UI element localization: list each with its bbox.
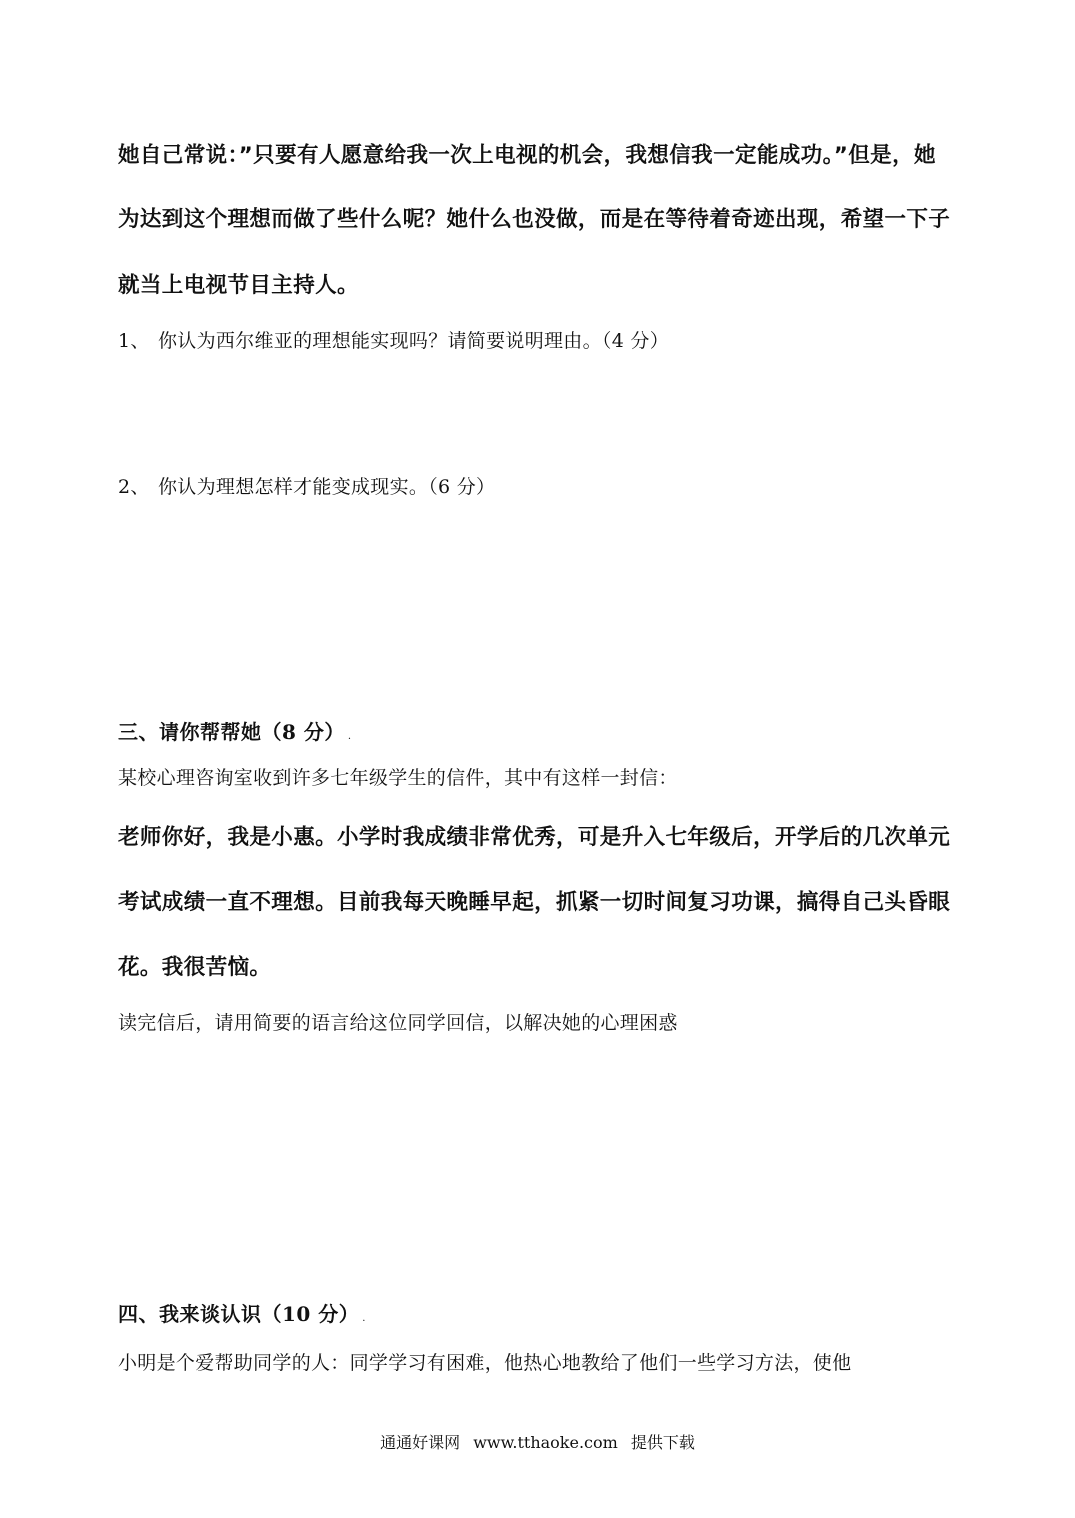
question-1 [118, 326, 968, 353]
section-heading-text: 三、请你帮帮她（8 分） [118, 720, 345, 744]
footer-url: www.tthaoke.com [473, 1433, 618, 1452]
heading-mark: . [347, 731, 352, 742]
question-text: 你认为理想怎样才能变成现实。（6 分） [158, 476, 496, 498]
letter-line-3: 花。我很苦恼。 [118, 955, 272, 980]
question-number: 2、 [118, 476, 150, 498]
letter-line-2: 考试成绩一直不理想。目前我每天晚睡早起，抓紧一切时间复习功课，搞得自己头昏眼 [118, 890, 951, 915]
section-3-intro: 某校心理咨询室收到许多七年级学生的信件，其中有这样一封信： [118, 767, 678, 789]
passage-line-2: 为达到这个理想而做了些什么呢？她什么也没做，而是在等待着奇迹出现，希望一下子 [118, 207, 951, 232]
question-2 [118, 472, 968, 499]
section-4-line-1: 小明是个爱帮助同学的人：同学学习有困难，他热心地教给了他们一些学习方法，使他 [118, 1352, 852, 1374]
footer-site-name: 通通好课网 [380, 1433, 461, 1452]
heading-mark: . [362, 1313, 366, 1324]
passage-line-3: 就当上电视节目主持人。 [118, 273, 359, 298]
footer-suffix: 提供下载 [630, 1433, 695, 1452]
question-text: 你认为西尔维亚的理想能实现吗？请简要说明理由。（4 分） [158, 330, 670, 352]
letter-line-1: 老师你好，我是小惠。小学时我成绩非常优秀，可是升入七年级后，开学后的几次单元 [118, 825, 951, 850]
page-footer [0, 1430, 1075, 1453]
section-4-heading [118, 1298, 968, 1327]
passage-line-1: 她自己常说：”只要有人愿意给我一次上电视的机会，我想信我一定能成功。”但是，她 [118, 143, 936, 168]
question-number: 1、 [118, 330, 150, 352]
section-3-heading [118, 716, 968, 745]
section-3-prompt: 读完信后，请用简要的语言给这位同学回信，以解决她的心理困惑 [118, 1012, 678, 1034]
section-heading-text: 四、我来谈认识（10 分） [118, 1302, 360, 1326]
